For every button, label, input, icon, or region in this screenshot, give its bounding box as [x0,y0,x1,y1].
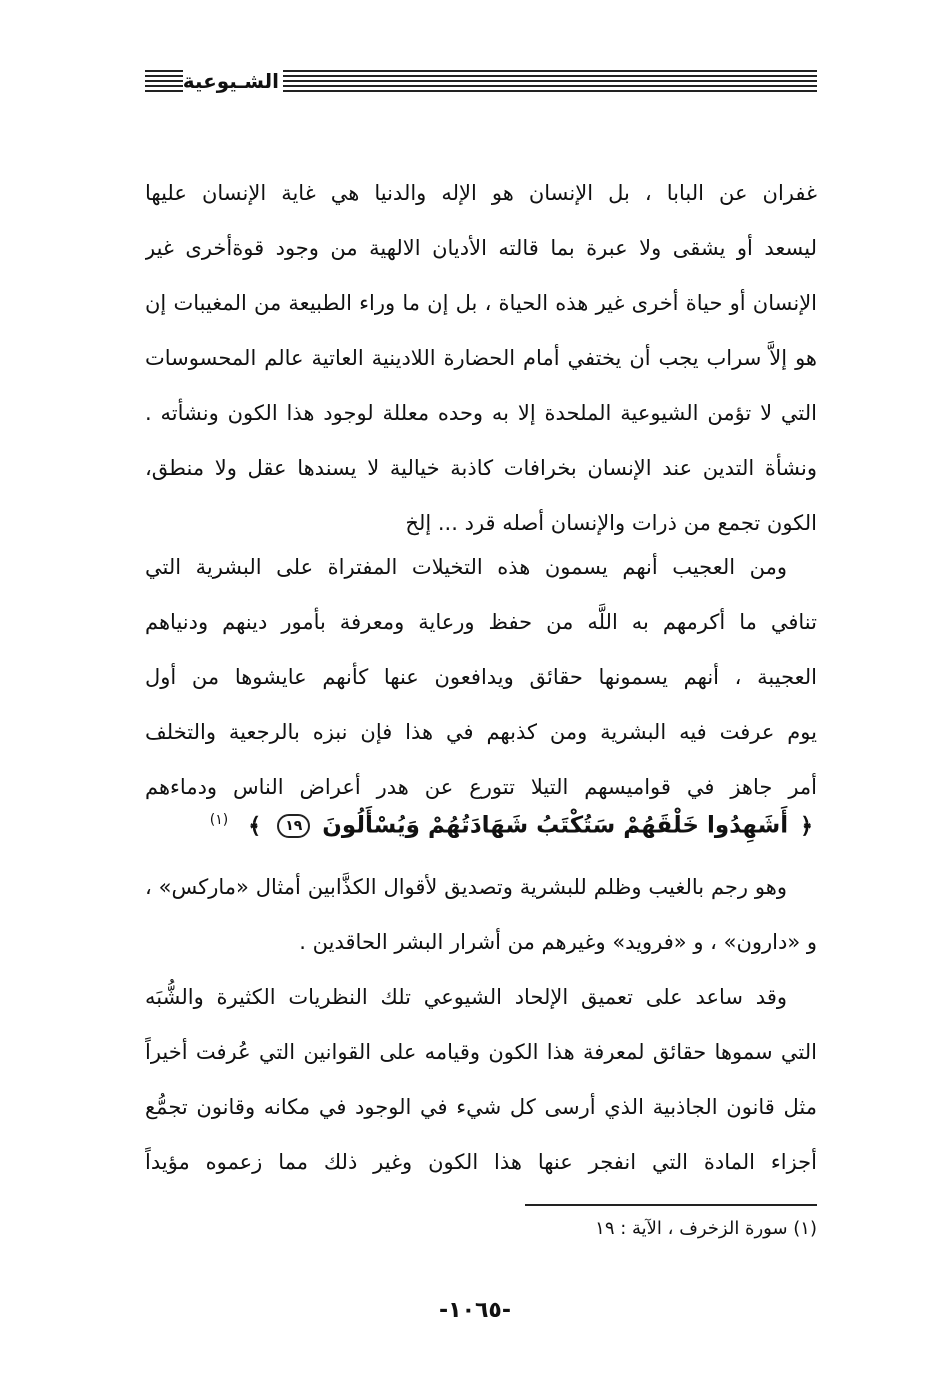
footnote-divider [525,1204,817,1206]
header-title: الشـيوعية [182,69,279,93]
paragraph-4 [145,970,817,1190]
text-line: مثل قانون الجاذبية الذي أرسى كل شيء في الوجود في مكانه وقانون تجمُّع [145,1095,817,1119]
paragraph-3 [145,860,817,970]
text-line: أمر جاهز في قواميسهم التيلا تتورع عن هدر أعراض الناس ودماءهم [145,775,817,799]
text-line: ومن العجيب أنهم يسمون هذه التخيلات المفتراة على البشرية التي [145,555,787,579]
paragraph-2 [145,540,817,815]
page-number: -١٠٦٥- [439,1298,511,1323]
verse-text: أَشَهِدُوا خَلْقَهُمْ سَتُكْتَبُ شَهَادَتُهُمْ وَيُسْأَلُونَ [322,812,789,839]
text-line: ونشأة التدين عند الإنسان بخرافات كاذبة خيالية لا يسندها عقل ولا منطق، [145,456,817,480]
header-rule-left [145,70,183,92]
text-line: تنافي ما أكرمهم به اللَّه من حفظ ورعاية ومعرفة بأمور دينهم ودنياهم [145,610,817,634]
footnote-reference: (١) [209,812,229,828]
text-line: الإنسان أو حياة أخرى غير هذه الحياة ، بل إن ما وراء الطبيعة من المغيبات إن [145,291,817,315]
text-line: التي لا تؤمن الشيوعية الملحدة إلا به وحده معللة لوجود هذا الكون ونشأته . [145,401,817,425]
text-line: الكون تجمع من ذرات والإنسان أصله قرد ... إلخ [405,511,817,535]
text-line: و «دارون» ، و «فرويد» وغيرهم من أشرار البشر الحاقدين . [299,930,817,954]
text-line: العجيبة ، أنهم يسمونها حقائق ويدافعون عنها كأنهم عايشوها من أول [145,665,817,689]
header-rule-right [283,70,817,92]
text-line: وقد ساعد على تعميق الإلحاد الشيوعي تلك النظريات الكثيرة والشُّبَه [145,985,787,1009]
text-line: ليسعد أو يشقى ولا عبرة بما قالته الأديان الالهية من وجود قوةأخرى غير [145,236,817,260]
running-header [145,62,817,102]
paragraph-1 [145,166,817,551]
text-line: هو إلاَّ سراب يجب أن يختفي أمام الحضارة اللادينية العاتية عالم المحسوسات [145,346,817,370]
text-line: غفران عن البابا ، بل الإنسان هو الإله والدنيا هي غاية الإنسان عليها [145,181,817,205]
text-line: وهو رجم بالغيب وظلم للبشرية وتصديق لأقوال الكذَّابين أمثال «ماركس» ، [145,875,787,899]
ayah-number-marker: ١٩ [277,814,310,838]
verse-open-ornament: ﴿ [800,813,813,839]
footnote: (١) سورة الزخرف ، الآية : ١٩ [595,1218,817,1239]
text-line: يوم عرفت فيه البشرية ومن كذبهم في هذا فإن نبزه بالرجعية والتخلف [145,720,817,744]
text-line: التي سموها حقائق لمعرفة هذا الكون وقيامه على القوانين التي عُرفت أخيراً [145,1040,817,1064]
verse-close-ornament: ﴾ [248,813,262,839]
quran-verse [145,795,817,845]
text-line: أجزاء المادة التي انفجر عنها هذا الكون وغير ذلك مما زعموه مؤيداً [145,1150,817,1174]
